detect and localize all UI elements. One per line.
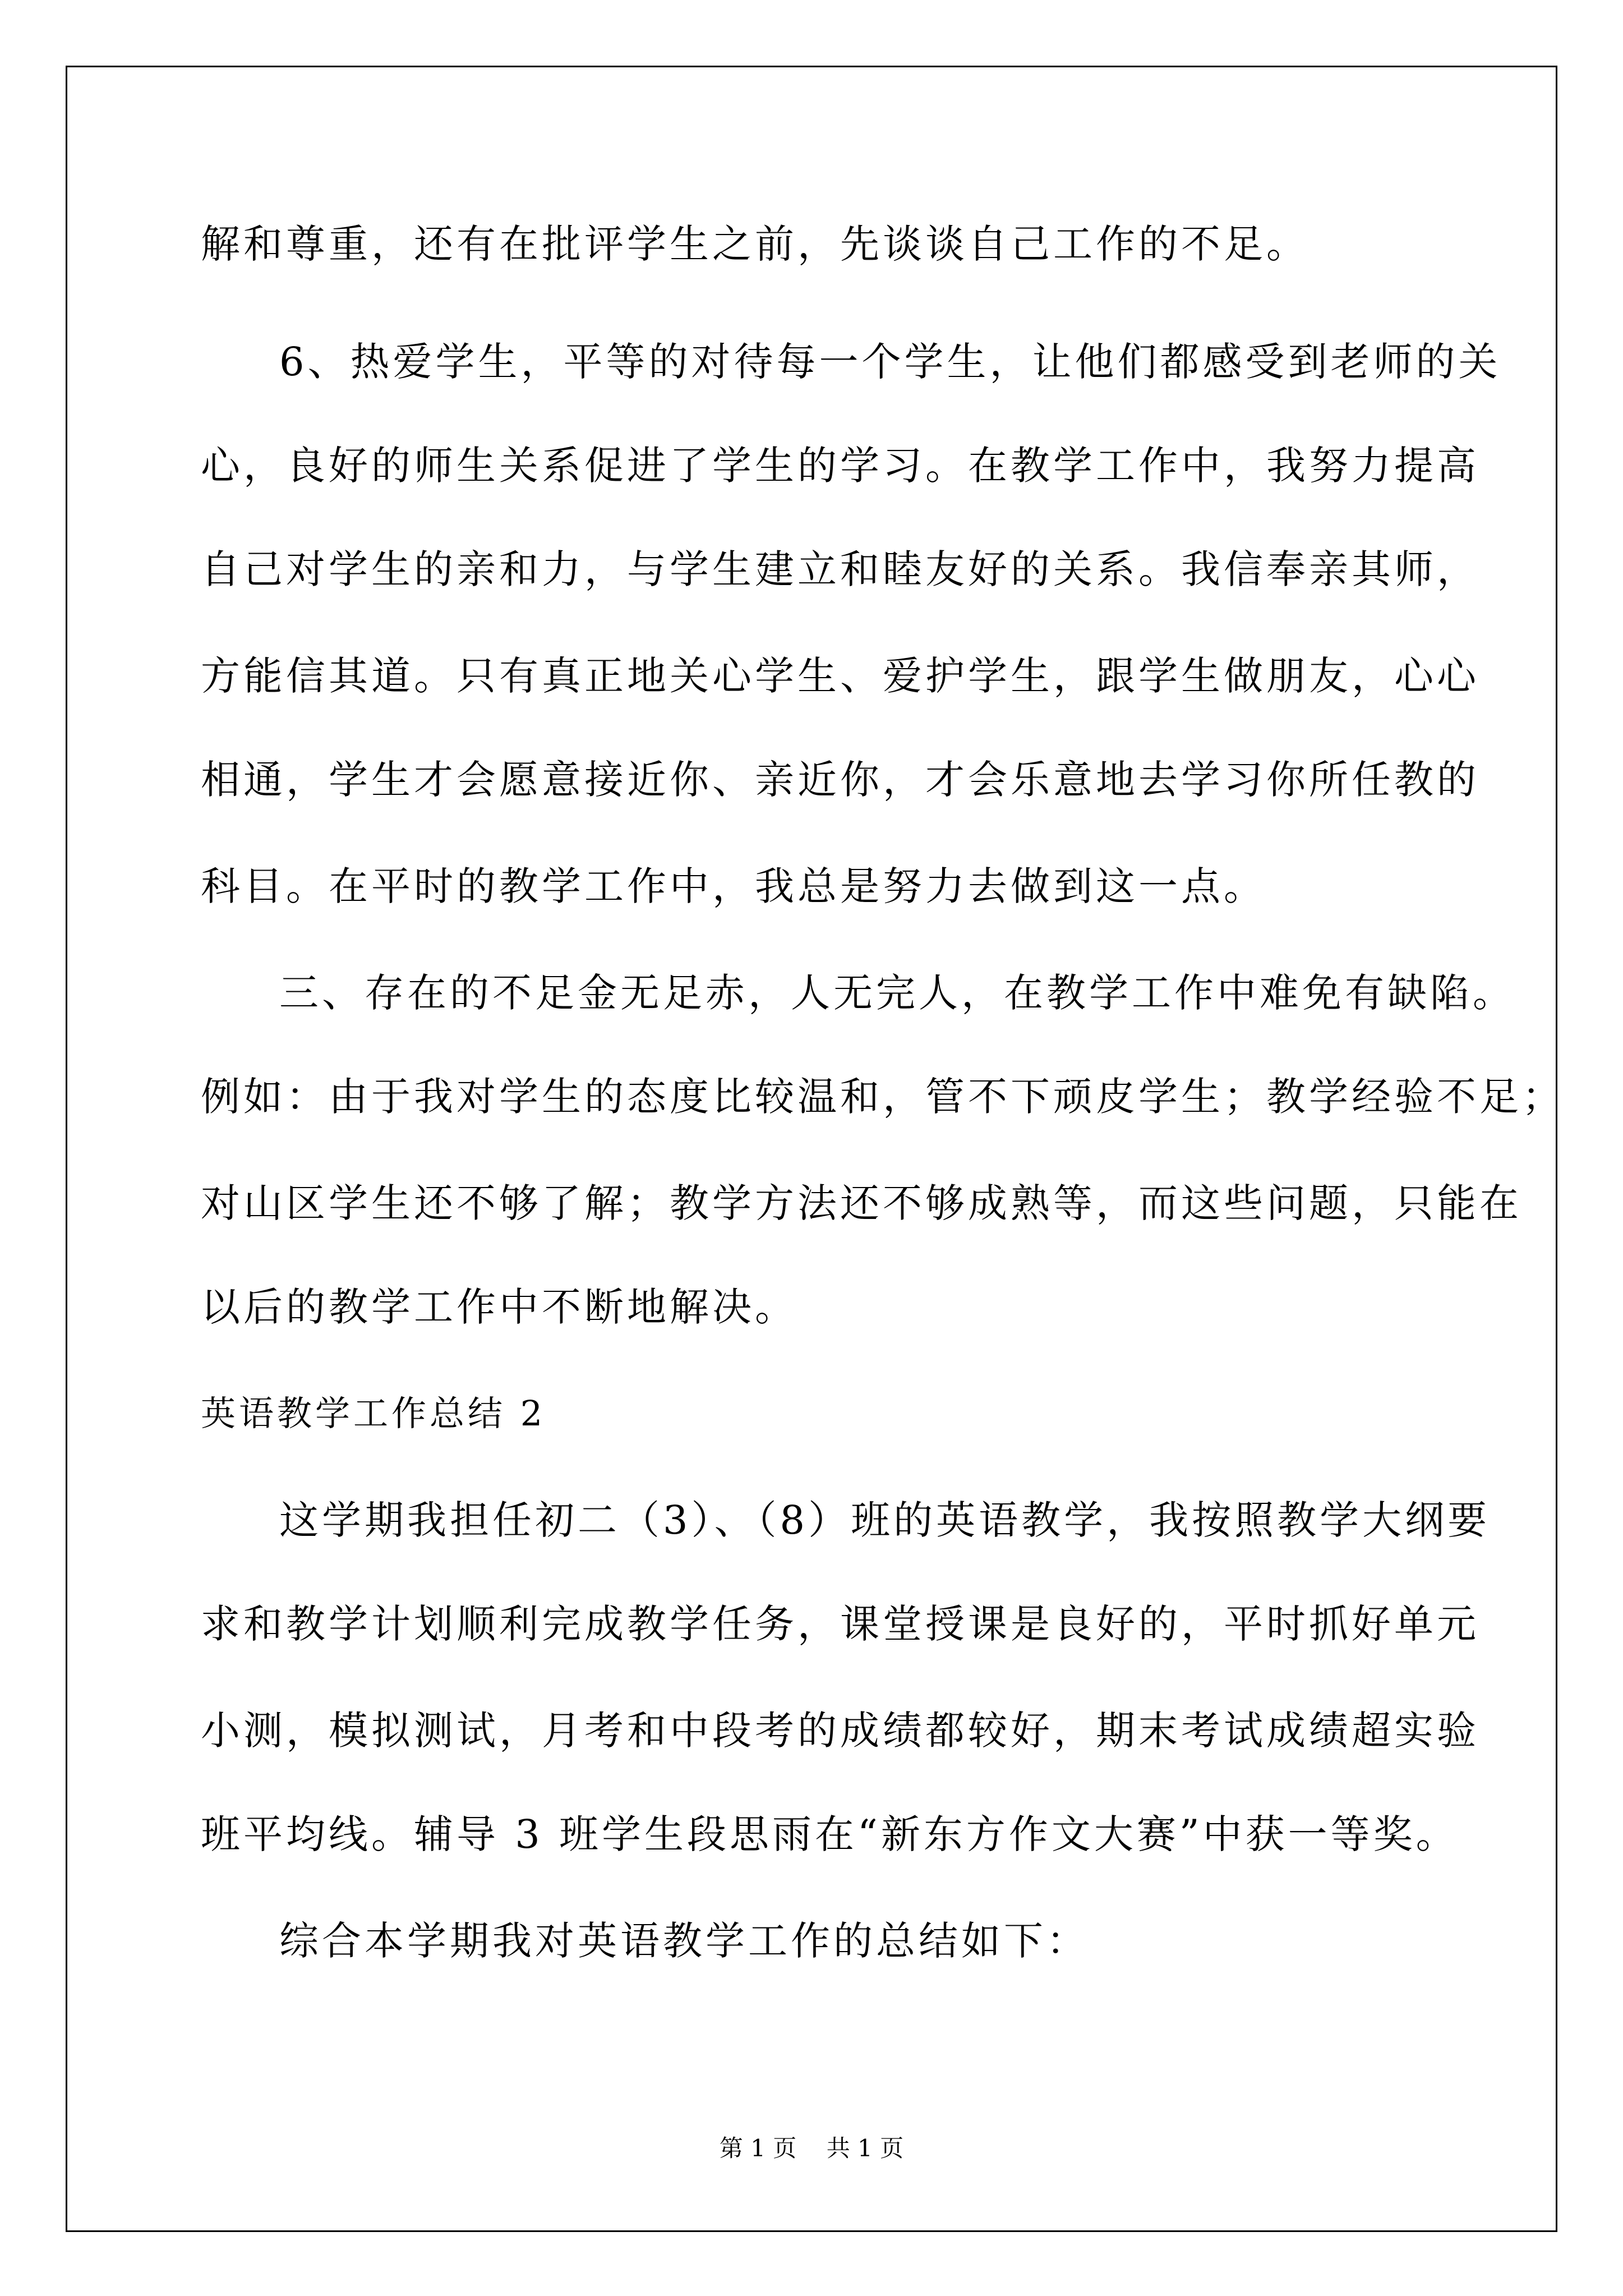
paragraph-line: 求和教学计划顺利完成教学任务，课堂授课是良好的，平时抓好单元 bbox=[201, 1601, 1479, 1647]
paragraph-line: 这学期我担任初二（3）、（8）班的英语教学，我按照教学大纲要 bbox=[279, 1497, 1491, 1543]
paragraph-line: 方能信其道。只有真正地关心学生、爱护学生，跟学生做朋友，心心 bbox=[201, 653, 1479, 699]
paragraph-line: 解和尊重，还有在批评学生之前，先谈谈自己工作的不足。 bbox=[201, 221, 1309, 267]
paragraph-line: 相通，学生才会愿意接近你、亲近你，才会乐意地去学习你所任教的 bbox=[201, 757, 1479, 803]
section-heading: 英语教学工作总结 2 bbox=[201, 1393, 546, 1434]
paragraph-line: 以后的教学工作中不断地解决。 bbox=[201, 1284, 797, 1330]
paragraph-line: 对山区学生还不够了解；教学方法还不够成熟等，而这些问题，只能在 bbox=[201, 1180, 1522, 1226]
page-border bbox=[66, 66, 1557, 2232]
paragraph-line: 6、热爱学生，平等的对待每一个学生，让他们都感受到老师的关 bbox=[279, 339, 1501, 385]
paragraph-line: 三、存在的不足金无足赤，人无完人，在教学工作中难免有缺陷。 bbox=[279, 970, 1515, 1016]
paragraph-line: 例如：由于我对学生的态度比较温和，管不下顽皮学生；教学经验不足； bbox=[201, 1074, 1565, 1120]
page-footer: 第 1 页 共 1 页 bbox=[719, 2134, 904, 2162]
paragraph-line: 科目。在平时的教学工作中，我总是努力去做到这一点。 bbox=[201, 863, 1266, 909]
paragraph-line: 心，良好的师生关系促进了学生的学习。在教学工作中，我努力提高 bbox=[201, 443, 1479, 489]
paragraph-line: 自己对学生的亲和力，与学生建立和睦友好的关系。我信奉亲其师， bbox=[201, 546, 1479, 592]
paragraph-line: 班平均线。辅导 3 班学生段思雨在“新东方作文大赛”中获一等奖。 bbox=[201, 1811, 1459, 1857]
paragraph-line: 小测，模拟测试，月考和中段考的成绩都较好，期末考试成绩超实验 bbox=[201, 1708, 1479, 1754]
paragraph-line: 综合本学期我对英语教学工作的总结如下： bbox=[279, 1918, 1089, 1964]
